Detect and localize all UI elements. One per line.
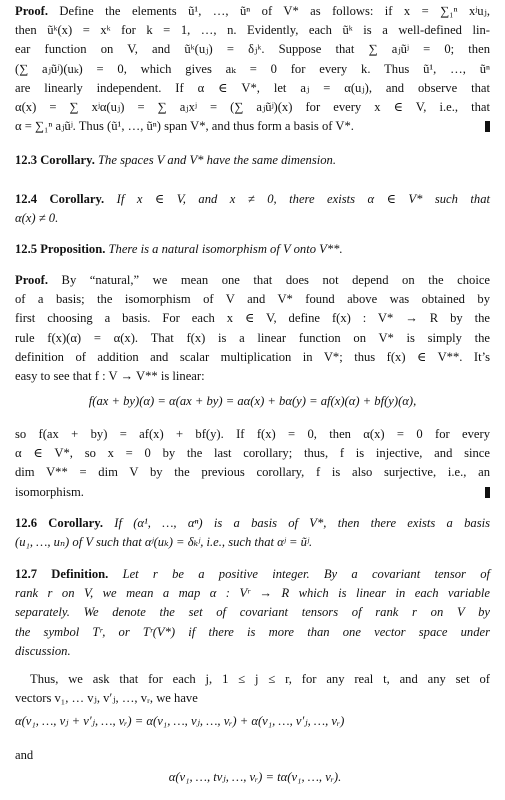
proof-natural-iso-cont	[15, 425, 490, 502]
text-line: α ∈ V*, so x = 0 by the last corollary; thus, f is injective, and since	[15, 446, 490, 461]
text-line: 12.6 Corollary. If (α¹, …, αⁿ) is a basis of V*, then there exists a basis	[15, 516, 491, 530]
text-line: of a basis; the isomorphism of V and V* found above was obtained by	[15, 292, 490, 307]
text-line: (∑ aⱼũʲ)(uₖ) = 0, which gives aₖ = 0 for every k. Thus ũ¹, …, ũⁿ	[15, 61, 490, 76]
eq-additivity: α(v₁, …, vⱼ + v′ⱼ, …, vᵣ) = α(v₁, …, vⱼ, …, vᵣ) + α(v₁, …, v′ⱼ, …, vᵣ)	[15, 714, 345, 728]
thus-we-ask	[15, 670, 490, 708]
corollary-12-4	[15, 190, 490, 228]
text-line: then ũᵏ(x) = xᵏ for k = 1, …, n. Evidently, each ũᵏ is a well-defined lin-	[15, 23, 490, 38]
text-line: vectors v₁, … vⱼ, v′ⱼ, …, vᵣ, we have	[15, 691, 198, 706]
eq-homogeneity: α(v₁, …, tvⱼ, …, vᵣ) = tα(v₁, …, vᵣ).	[168, 770, 342, 784]
text-line: Thus, we ask that for each j, 1 ≤ j ≤ r, for any real t, and any set of	[30, 672, 490, 686]
text-line: rule f(x)(α) = α(x). That f(x) is a linear function on V* is simply the	[15, 330, 490, 345]
text-line: so f(ax + by) = af(x) + bf(y). If f(x) = 0, then α(x) = 0 for every	[15, 427, 490, 441]
text-line: ear function on V, and ũᵏ(uⱼ) = δⱼᵏ. Suppose that ∑ aⱼũʲ = 0; then	[15, 42, 490, 57]
text-line: 12.4 Corollary. If x ∈ V, and x ≠ 0, there exists α ∈ V* such that	[15, 192, 490, 206]
text-line: Proof. Define the elements ũ¹, …, ũⁿ of V* as follows: if x = ∑₁ⁿ xʲuⱼ,	[15, 4, 490, 18]
text-line: are linearly independent. If α ∈ V*, let aⱼ = α(uⱼ), and observe that	[15, 80, 490, 95]
text-line: isomorphism.	[15, 483, 490, 502]
text-line: dim V** = dim V by the previous corollary, f is also surjective, i.e., an	[15, 465, 490, 480]
text-line: easy to see that f : V → V** is linear:	[15, 368, 205, 383]
text-line: (u₁, …, uₙ) of V such that αʲ(uₖ) = δₖʲ, i.e., such that αʲ = ũʲ.	[15, 535, 313, 550]
text-line: definition of addition and scalar multiplication in V*; thus f(x) ∈ V**. It’s	[15, 349, 490, 364]
text-line: the symbol Tʳ, or Tʳ(V*) if there is more than one vector space under	[15, 624, 490, 639]
text-line: discussion.	[15, 643, 71, 658]
text-line: separately. We denote the set of covariant tensors of rank r on V by	[15, 605, 490, 620]
proof-dual-basis	[15, 2, 490, 136]
qed-square-icon	[485, 487, 490, 498]
proposition-12-5	[15, 240, 490, 259]
eq-linearity: f(ax + by)(α) = α(ax + by) = aα(x) + bα(y) = af(x)(α) + bf(y)(α),	[88, 394, 417, 408]
text-line: rank r on V, we mean a map α : Vʳ → R which is linear in each variable	[15, 586, 490, 601]
text-line: α(x) ≠ 0.	[15, 211, 59, 226]
text-line: α(x) = ∑ xʲα(uⱼ) = ∑ aⱼxʲ = (∑ aⱼũʲ)(x) for every x ∈ V, i.e., that	[15, 99, 490, 114]
and-word	[15, 746, 490, 765]
text-line: and	[15, 748, 34, 762]
text-line: 12.5 Proposition. There is a natural isomorphism of V onto V**.	[15, 242, 343, 256]
corollary-12-3	[15, 151, 490, 170]
text-line: 12.3 Corollary. The spaces V and V* have the same dimension.	[15, 153, 336, 167]
qed-square-icon	[485, 121, 490, 132]
corollary-12-6	[15, 514, 490, 552]
definition-12-7	[15, 565, 490, 661]
proof-natural-iso	[15, 271, 490, 386]
text-line: α = ∑₁ⁿ aⱼũʲ. Thus (ũ¹, …, ũⁿ) span V*, and thus form a basis of V*.	[15, 117, 490, 136]
text-line: Proof. By “natural,” we mean one that does not depend on the choice	[15, 273, 490, 287]
text-line: first choosing a basis. For each x ∈ V, define f(x) : V* → R by the	[15, 311, 490, 326]
text-line: 12.7 Definition. Let r be a positive integer. By a covariant tensor of	[15, 567, 491, 581]
